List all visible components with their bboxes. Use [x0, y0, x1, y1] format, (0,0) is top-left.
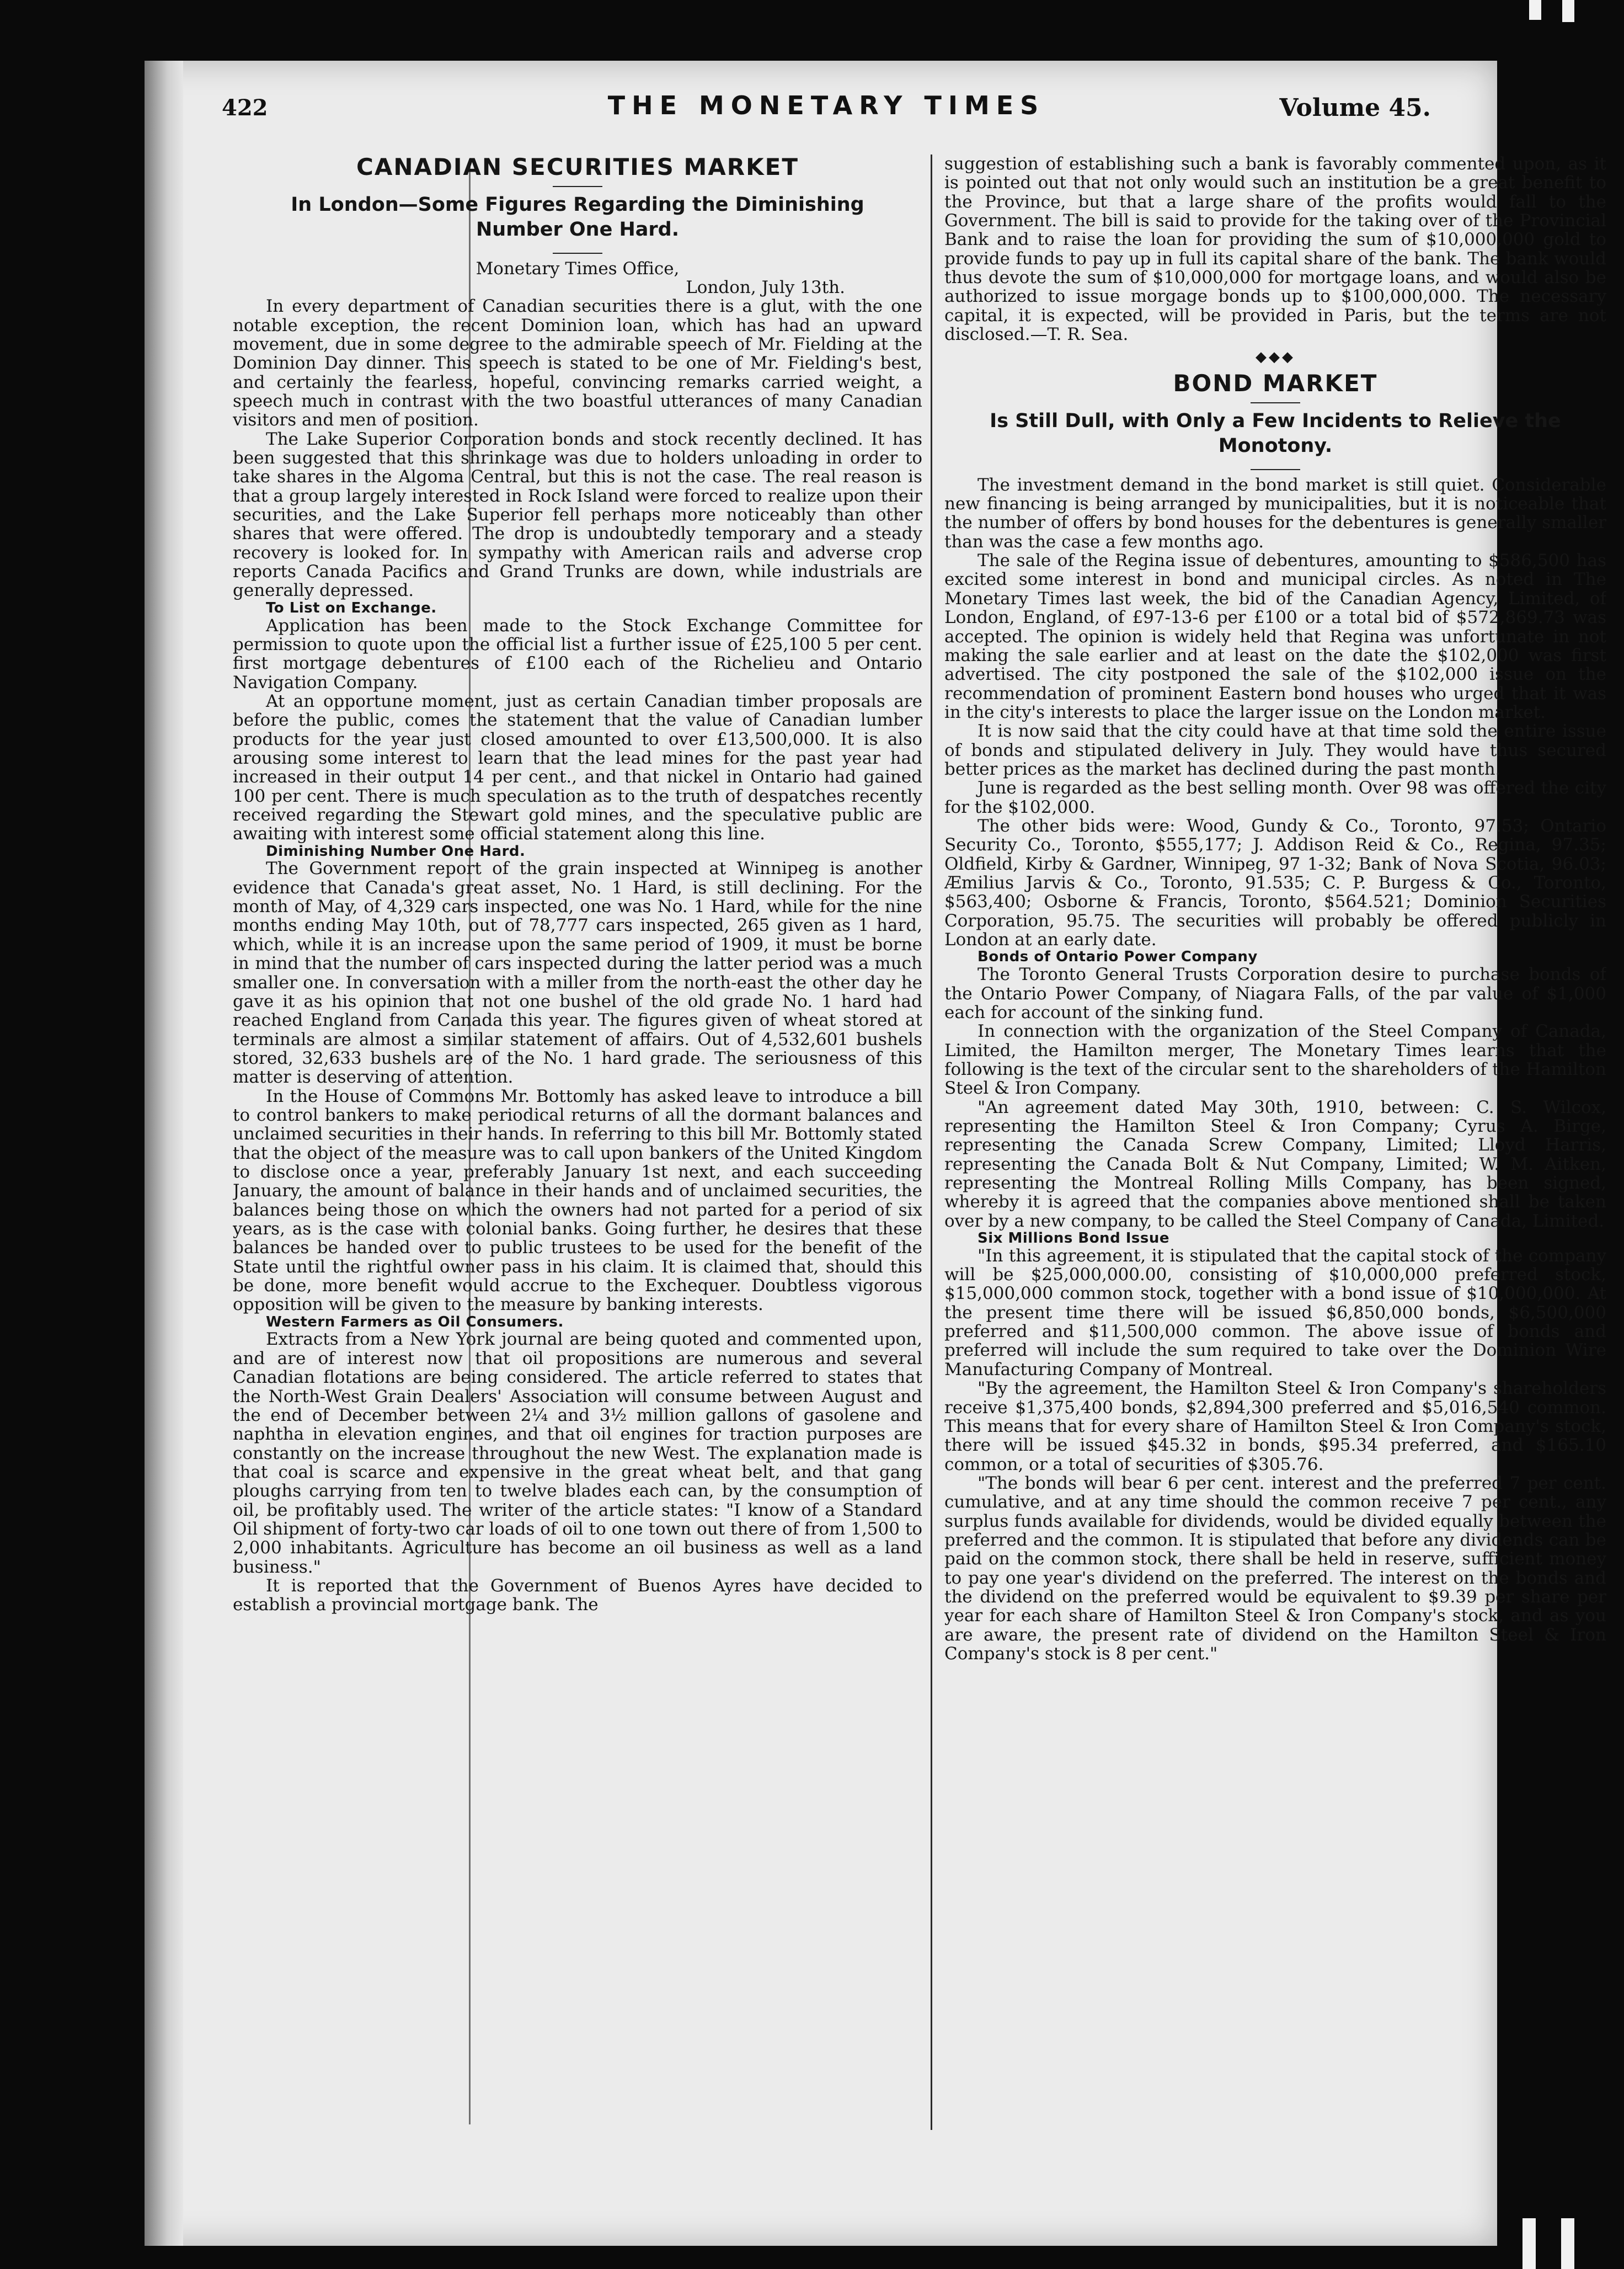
paragraph: It is now said that the city could have at that time sold the entire issue of bonds and stipulated delivery in July. They would have thus secured better prices as the market has declined during the past month. [944, 721, 1606, 779]
scan-mark-top-2 [1562, 0, 1574, 22]
masthead-title: THE MONETARY TIMES [607, 90, 1045, 120]
office-date: London, July 13th. [686, 277, 845, 297]
paragraph: In every department of Canadian securities there is a glut, with the one notable exception, the recent Dominion loan, which has had an upward movement, due in some degree to the admirable speech of Mr. Fielding at the Dominion Day dinner. This speech is stated to be one of Mr. Fielding's best, and certainly the fearless, hopeful, convincing remarks carried weight, a speech much in contrast with the two boastful utterances of many Canadian visitors and men of position. [233, 296, 922, 430]
scan-mark-top-1 [1529, 0, 1541, 20]
paragraph: At an opportune moment, just as certain Canadian timber proposals are before the public, comes the statement that the value of Canadian lumber products for the year just closed amounted to over £13,500,000. It is also arousing some interest to learn that the lead mines for the past year had increased in their output 14 per cent., and that nickel in Ontario had gained 100 per cent. There is much speculation as to the truth of despatches recently received regarding the Stewart gold mines, and the speculative public are awaiting with interest some official statement along this line. [233, 691, 922, 844]
newspaper-page [145, 61, 1606, 2246]
title-rule [1251, 402, 1300, 403]
page-gutter [145, 61, 183, 2246]
paragraph: June is regarded as the best selling month. Over 98 was offered the city for the $102,000. [944, 778, 1606, 817]
page-number: 422 [222, 95, 268, 121]
paragraph: The other bids were: Wood, Gundy & Co., Toronto, 97.53; Ontario Security Co., Toronto, $555,177; J. Addison Reid & Co., Regina, 97.35; Oldfield, Kirby & Gardner, Winnipeg, 97 1-32; Bank of Nova Scotia, 96.03; Æmilius Jarvis & Co., Toronto, 91.535; C. P. Burgess & Co., Toronto, $563,400; Osborne & Francis, Toronto, $564.521; Dominion Securities Corporation, 95.75. The securities will probably be offered publicly in London at an early date. [944, 816, 1606, 950]
section-subtitle-bond-market: Is Still Dull, with Only a Few Incidents to Relieve the Monotony. [990, 409, 1561, 457]
page-header [222, 87, 1431, 137]
column-rule [931, 155, 932, 2130]
subheading-list-on-exchange: To List on Exchange. [266, 599, 437, 616]
scan-mark-bottom-2 [1561, 2218, 1574, 2269]
paragraph: Application has been made to the Stock Exchange Committee for permission to quote upon the official list a further issue of £25,100 5 per cent. first mortgage debentures of £100 each of the Richelieu and Ontario Navigation Company. [233, 615, 922, 693]
paragraph: The Toronto General Trusts Corporation desire to purchase bonds of the Ontario Power Company, of Niagara Falls, of the par value of $1,000 each for account of the sinking fund. [944, 965, 1606, 1022]
paragraph: "An agreement dated May 30th, 1910, between: C. S. Wilcox, representing the Hamilton Steel & Iron Company; Cyrus A. Birge, representing the Canada Screw Company, Limited; Lloyd Harris, representing the Canada Bolt & Nut Company, Limited; W. M. Aitken, representing the Montreal Rolling Mills Company, has been signed, whereby it is agreed that the companies above mentioned shall be taken over by a new company, to be called the Steel Company of Canada, Limited. [944, 1097, 1606, 1231]
paragraph: The Lake Superior Corporation bonds and stock recently declined. It has been suggested that this shrinkage was due to holders unloading in order to take shares in the Algoma Central, but this is not the case. The real reason is that a group largely interested in Rock Island were forced to realize upon their securities, and the Lake Superior fell perhaps more noticeably than other shares that were offered. The drop is undoubtedly temporary and a steady recovery is looked for. In sympathy with American rails and adverse crop reports Canada Pacifics and Grand Trunks are down, while industrials are generally depressed. [233, 429, 922, 601]
subheading-oil-consumers: Western Farmers as Oil Consumers. [266, 1313, 564, 1330]
paragraph: The sale of the Regina issue of debentures, amounting to $586,500 has excited some interest in bond and municipal circles. As noted in The Monetary Times last week, the bid of the Canadian Agency, Limited, of London, England, of £97-13-6 per £100 or a total bid of $572,869.73 was accepted. The opinion is widely held that Regina was unfortunate in not making the sale earlier and at least on the date the $102,000 was first advertised. The city postponed the sale of the $102,000 issue on the recommendation of prominent Eastern bond houses who urged that it was in the city's interests to place the larger issue on the London market. [944, 551, 1606, 722]
left-column [233, 155, 922, 2130]
section-title-bond-market: BOND MARKET [1173, 370, 1378, 397]
right-column [944, 155, 1606, 2130]
subheading-six-millions: Six Millions Bond Issue [977, 1229, 1170, 1247]
section-subtitle-london: In London—Some Figures Regarding the Diminishing Number One Hard. [291, 193, 864, 241]
office-line: Monetary Times Office, [476, 258, 680, 279]
volume-label: Volume 45. [1279, 94, 1431, 122]
paragraph: The investment demand in the bond market is still quiet. Considerable new financing is being arranged by municipalities, but it is noticeable that the number of offers by bond houses for the debentures is generally smaller than was the case a few months ago. [944, 475, 1606, 552]
subheading-ontario-power: Bonds of Ontario Power Company [977, 949, 1258, 966]
paragraph: Extracts from a New York journal are being quoted and commented upon, and are of interest now that oil propositions are numerous and several Canadian flotations are being considered. The article referred to states that the North-West Grain Dealers' Association will consume between August and the end of December between 2¼ and 3½ million gallons of gasolene and naphtha in elevation engines, and that oil engines for traction purposes are constantly on the increase throughout the new West. The explanation made is that coal is scarce and expensive in the great wheat belt, and that gang ploughs carrying from ten to twelve blades each can, by the consumption of oil, be profitably used. The writer of the article states: "I know of a Standard Oil shipment of forty-two car loads of oil to one town out there of from 1,500 to 2,000 inhabitants. Agriculture has become an oil business as well as a land business." [233, 1329, 922, 1577]
paragraph: "In this agreement, it is stipulated that the capital stock of the company will be $25,000,000.00, consisting of $10,000,000 preferred stock, $15,000,000 common stock, together with a bond issue of $10,000,000. At the present time there will be issued $6,850,000 bonds, $6,500,000 preferred and $11,500,000 common. The above issue of bonds and preferred will include the sum required to take over the Dominion Wire Manufacturing Company of Montreal. [944, 1245, 1606, 1379]
subheading-number-one-hard: Diminishing Number One Hard. [266, 843, 526, 860]
subtitle-rule [553, 253, 602, 254]
paragraph: "By the agreement, the Hamilton Steel & Iron Company's shareholders receive $1,375,400 bonds, $2,894,300 preferred and $5,016,540 common. This means that for every share of Hamilton Steel & Iron Company's stock, there will be issued $45.32 in bonds, $95.34 preferred, and $165.10 common, or a total of securities of $305.76. [944, 1378, 1606, 1474]
subtitle-rule [1251, 469, 1300, 470]
paragraph-continued: suggestion of establishing such a bank is favorably commented upon, as it is pointed out that not only would such an institution be a great benefit to the Province, but that a large share of the profits would fall to the Government. The bill is said to provide for the taking over of the Provincial Bank and to raise the loan for providing the sum of $10,000,000 gold to provide funds to pay up in full its capital share of the bank. The bank would thus devote the sum of $10,000,000 for mortgage loans, and would also be authorized to issue morgage bonds up to $100,000,000. The necessary capital, it is expected, will be provided in Paris, but the terms are not disclosed.—T. R. Sea. [944, 155, 1606, 345]
ornament-divider: ◆◆◆ [1256, 349, 1295, 366]
paragraph: In connection with the organization of the Steel Company of Canada, Limited, the Hamilton merger, The Monetary Times learns that the following is the text of the circular sent to the shareholders of the Hamilton Steel & Iron Company. [944, 1021, 1606, 1099]
paragraph: In the House of Commons Mr. Bottomly has asked leave to introduce a bill to control bankers to make periodical returns of all the dormant balances and unclaimed securities in their hands. In referring to this bill Mr. Bottomly stated that the object of the measure was to call upon bankers of the United Kingdom to disclose once a year, preferably January 1st next, and each succeeding January, the amount of balance in their hands and of unclaimed securities, the balances being those on which the owners had not parted for a period of six years, as is the case with colonial banks. Going further, he desires that these balances be handed over to public trustees to be used for the benefit of the State until the rightful owner pass in his claim. It is claimed that, should this be done, more benefit would accrue to the Exchequer. Doubtless vigorous opposition will be given to the measure by banking interests. [233, 1086, 922, 1315]
paragraph: The Government report of the grain inspected at Winnipeg is another evidence that Canada's great asset, No. 1 Hard, is still declining. For the month of May, of 4,329 cars inspected, one was No. 1 Hard, while for the nine months ending May 10th, out of 78,777 cars inspected, 265 given as 1 hard, which, while it is an increase upon the same period of 1909, it must be borne in mind that the number of cars inspected during the latter period was a much smaller one. In conversation with a miller from the north-east the other day he gave it as his opinion that not one bushel of the old grade No. 1 hard had reached England from Canada this year. The figures given of wheat stored at terminals are almost a similar statement of affairs. Out of 4,532,601 bushels stored, 32,633 bushels are of the No. 1 hard grade. The seriousness of this matter is deserving of attention. [233, 859, 922, 1088]
scan-mark-bottom-1 [1522, 2218, 1536, 2269]
section-title-canadian-securities: CANADIAN SECURITIES MARKET [356, 155, 799, 180]
title-rule [553, 186, 602, 187]
paragraph: It is reported that the Government of Buenos Ayres have decided to establish a provincial mortgage bank. The [233, 1575, 922, 1615]
paragraph: "The bonds will bear 6 per cent. interest and the preferred 7 per cent. cumulative, and at any time should the common receive 7 per cent., any surplus funds available for dividends, would be divided equally between the preferred and the common. It is stipulated that before any dividends can be paid on the common stock, there shall be held in reserve, sufficient money to pay one year's dividend on the preferred. The interest on the bonds and the dividend on the preferred would be equivalent to $9.39 per share per year for each share of Hamilton Steel & Iron Company's stock, and as you are aware, the present rate of dividend on the Hamilton Steel & Iron Company's stock is 8 per cent." [944, 1473, 1606, 1664]
